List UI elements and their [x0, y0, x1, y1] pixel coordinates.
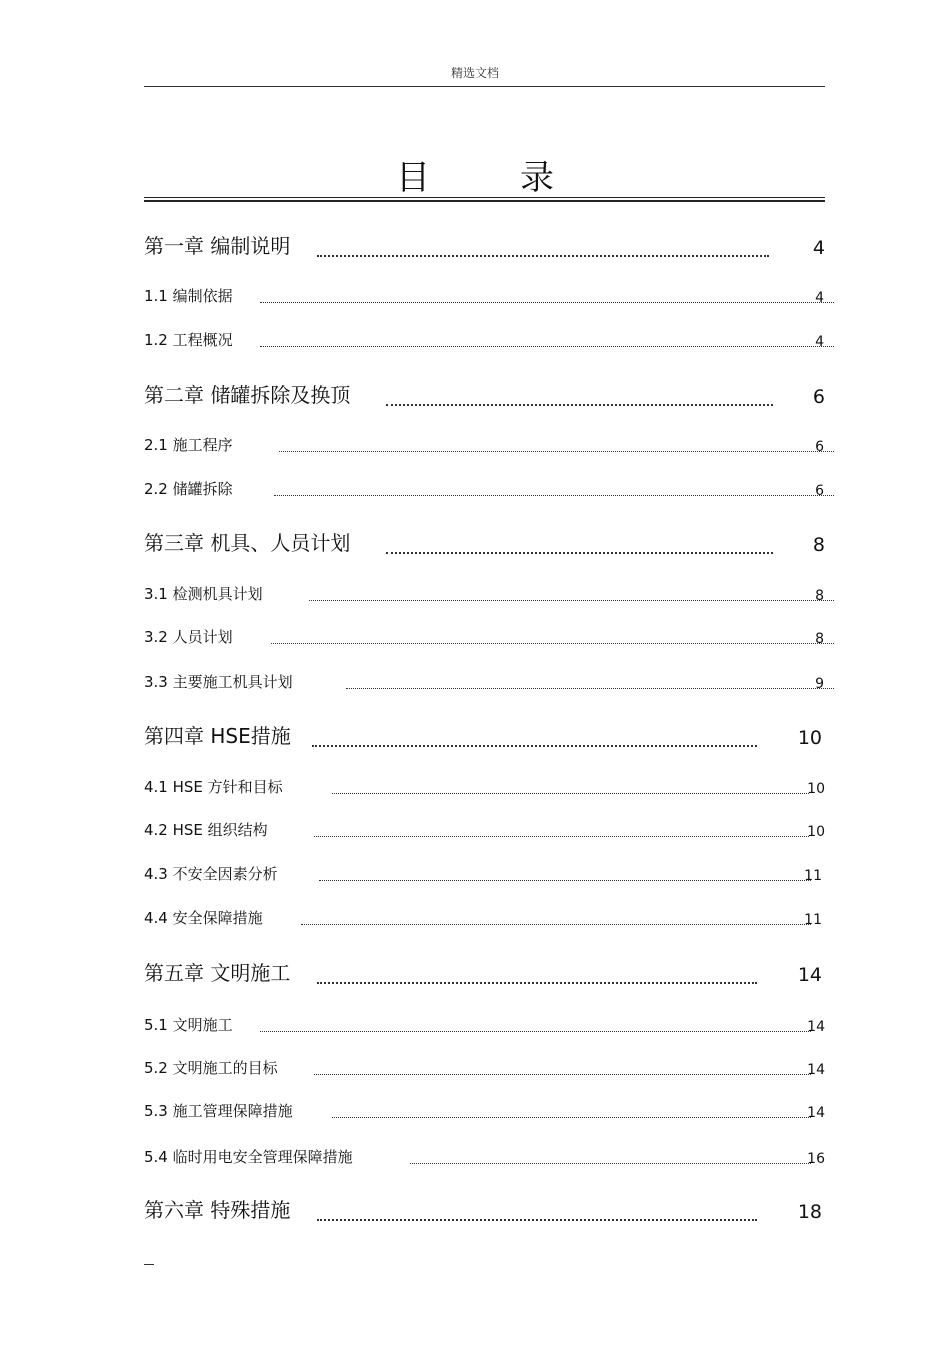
toc-entry-page: 6: [815, 483, 824, 499]
toc-entry-page: 9: [815, 676, 824, 692]
toc-entry-label: 5.3 施工管理保障措施: [144, 1102, 293, 1120]
title-divider-thick: [144, 200, 825, 202]
toc-entry-label: 第二章 储罐拆除及换顶: [144, 383, 351, 407]
toc-leader-dots: [271, 643, 834, 644]
toc-entry-label: 5.4 临时用电安全管理保障措施: [144, 1148, 353, 1166]
toc-entry-page: 6: [812, 386, 825, 408]
toc-section-1-2[interactable]: [144, 328, 834, 352]
toc-entry-label: 3.2 人员计划: [144, 628, 233, 646]
toc-entry-page: 8: [812, 534, 825, 556]
toc-leader-dots: [260, 346, 834, 347]
toc-entry-page: 14: [807, 1105, 825, 1121]
header-divider: [144, 86, 825, 87]
toc-chapter-3[interactable]: [144, 531, 825, 558]
title-part-1: 目: [396, 158, 430, 198]
toc-entry-label: 1.2 工程概况: [144, 331, 233, 349]
toc-section-2-2[interactable]: [144, 477, 834, 501]
toc-entry-label: 4.4 安全保障措施: [144, 909, 263, 927]
toc-leader-dots: [317, 255, 769, 257]
toc-entry-label: 3.1 检测机具计划: [144, 585, 263, 603]
toc-entry-page: 11: [804, 868, 822, 884]
footer-mark: [144, 1264, 154, 1265]
toc-entry-page: 6: [815, 439, 824, 455]
toc-chapter-5[interactable]: [144, 961, 825, 988]
toc-leader-dots: [260, 302, 834, 303]
toc-leader-dots: [317, 1219, 757, 1221]
toc-leader-dots: [410, 1163, 811, 1164]
toc-entry-page: 14: [807, 1062, 825, 1078]
toc-entry-page: 16: [807, 1151, 825, 1167]
toc-chapter-4[interactable]: [144, 724, 825, 751]
toc-section-3-1[interactable]: [144, 582, 834, 606]
toc-section-5-3[interactable]: [144, 1099, 825, 1123]
toc-entry-label: 2.2 储罐拆除: [144, 480, 233, 498]
toc-entry-label: 3.3 主要施工机具计划: [144, 673, 293, 691]
toc-entry-label: 5.2 文明施工的目标: [144, 1059, 278, 1077]
toc-leader-dots: [332, 1117, 811, 1118]
toc-section-4-4[interactable]: [144, 906, 825, 930]
toc-entry-label: 5.1 文明施工: [144, 1016, 233, 1034]
toc-section-4-3[interactable]: [144, 862, 825, 886]
toc-entry-page: 8: [815, 588, 824, 604]
toc-leader-dots: [314, 1074, 811, 1075]
toc-section-3-2[interactable]: [144, 625, 834, 649]
toc-section-3-3[interactable]: [144, 670, 834, 694]
toc-entry-page: 10: [807, 824, 825, 840]
toc-leader-dots: [386, 552, 773, 554]
toc-leader-dots: [332, 793, 809, 794]
toc-section-5-1[interactable]: [144, 1013, 825, 1037]
toc-entry-label: 第三章 机具、人员计划: [144, 531, 351, 555]
title-divider-thin: [144, 197, 825, 198]
toc-section-2-1[interactable]: [144, 433, 834, 457]
toc-entry-label: 第六章 特殊措施: [144, 1198, 291, 1222]
toc-entry-page: 10: [797, 727, 822, 749]
toc-entry-label: 4.1 HSE 方针和目标: [144, 778, 283, 796]
toc-leader-dots: [386, 404, 773, 406]
toc-section-5-4[interactable]: [144, 1145, 825, 1169]
title-part-2: 录: [520, 158, 554, 198]
page-header-text: 精选文档: [450, 66, 499, 80]
toc-entry-page: 14: [807, 1019, 825, 1035]
toc-entry-page: 8: [815, 631, 824, 647]
toc-entry-page: 14: [797, 964, 822, 986]
toc-chapter-2[interactable]: [144, 383, 825, 410]
toc-leader-dots: [309, 600, 834, 601]
toc-leader-dots: [279, 451, 834, 452]
toc-section-1-1[interactable]: [144, 284, 834, 308]
toc-leader-dots: [314, 836, 809, 837]
toc-leader-dots: [301, 924, 811, 925]
toc-chapter-1[interactable]: [144, 234, 825, 261]
toc-entry-page: 4: [815, 334, 824, 350]
toc-chapter-6[interactable]: [144, 1198, 825, 1225]
toc-section-5-2[interactable]: [144, 1056, 825, 1080]
toc-entry-label: 第五章 文明施工: [144, 961, 291, 985]
toc-section-4-2[interactable]: [144, 818, 825, 842]
toc-entry-label: 第四章 HSE措施: [144, 724, 291, 748]
toc-section-4-1[interactable]: [144, 775, 825, 799]
toc-entry-label: 2.1 施工程序: [144, 436, 233, 454]
toc-entry-label: 1.1 编制依据: [144, 287, 233, 305]
toc-entry-page: 11: [804, 912, 822, 928]
toc-leader-dots: [274, 495, 834, 496]
toc-entry-page: 10: [807, 781, 825, 797]
toc-leader-dots: [319, 880, 811, 881]
toc-entry-label: 4.2 HSE 组织结构: [144, 821, 268, 839]
page-title: [0, 150, 950, 199]
toc-entry-label: 4.3 不安全因素分析: [144, 865, 278, 883]
toc-entry-page: 4: [815, 290, 824, 306]
toc-leader-dots: [346, 688, 834, 689]
toc-leader-dots: [312, 745, 757, 747]
toc-entry-label: 第一章 编制说明: [144, 234, 291, 258]
toc-entry-page: 4: [812, 237, 825, 259]
toc-leader-dots: [317, 982, 757, 984]
toc-entry-page: 18: [797, 1201, 822, 1223]
toc-leader-dots: [260, 1031, 811, 1032]
